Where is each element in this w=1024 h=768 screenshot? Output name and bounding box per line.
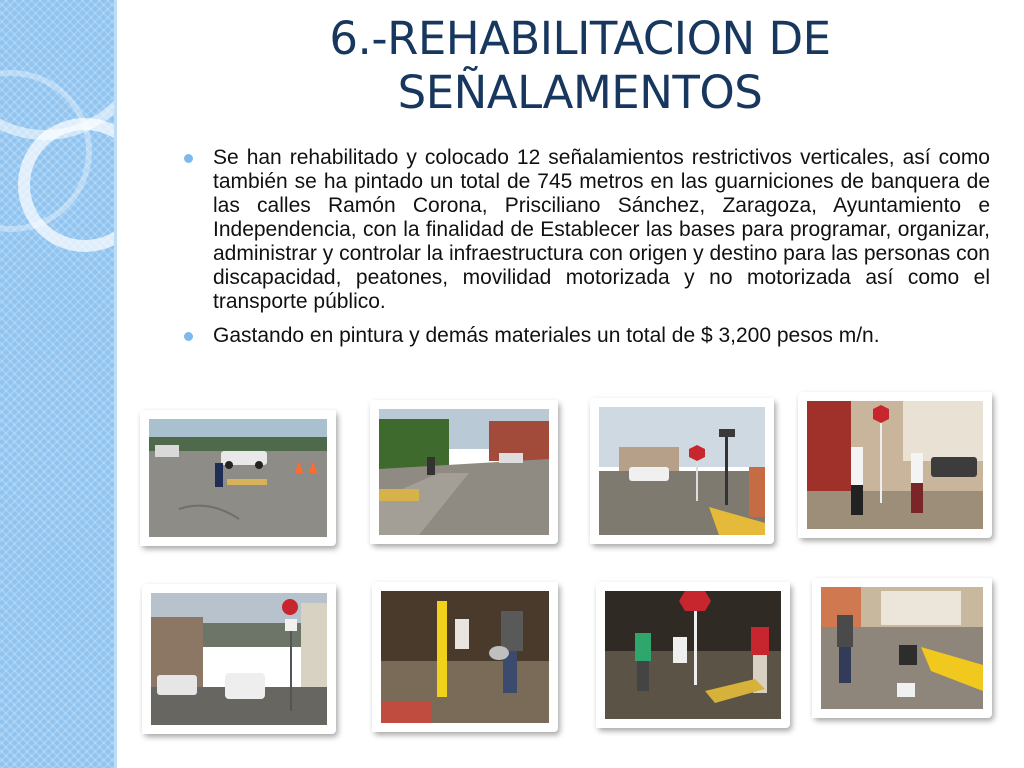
photo-frame bbox=[590, 398, 774, 544]
bullet-item bbox=[182, 146, 990, 314]
decorative-side-strip bbox=[0, 0, 114, 768]
frame-corner bbox=[974, 578, 992, 596]
frame-corner bbox=[372, 714, 390, 732]
photo-frame bbox=[798, 392, 992, 538]
frame-corner bbox=[318, 584, 336, 602]
bullet-text: Gastando en pintura y demás materiales un total de $ 3,200 pesos m/n. bbox=[213, 324, 880, 347]
title-line-1: 6.-REHABILITACION DE bbox=[329, 12, 831, 65]
photo-image bbox=[599, 407, 765, 535]
photo-frame bbox=[140, 410, 336, 546]
strip-edge bbox=[114, 0, 117, 768]
photo-street-painting-1 bbox=[149, 419, 327, 537]
frame-corner bbox=[772, 582, 790, 600]
photo-frame bbox=[372, 582, 558, 732]
photo-cobblestone-street bbox=[379, 409, 549, 535]
photo-frame bbox=[812, 578, 992, 718]
frame-corner bbox=[318, 410, 336, 428]
bullet-icon bbox=[184, 332, 193, 341]
bullet-text: Se han rehabilitado y colocado 12 señalamientos restrictivos verticales, así como también se ha pintado un total de 745 metros en las guarniciones de banquera de las calles Ramón Corona, Prisciliano Sánchez, Zaragoza, Ayuntamiento e Independencia, con la finalidad de Establecer las bases para programar, organizar, administrar y controlar la infraestructura con origen y destino para las personas con discapacidad, peatones, movilidad motorizada y no motorizada así como el transporte público. bbox=[213, 146, 990, 313]
photo-frame bbox=[596, 582, 790, 728]
photo-image bbox=[379, 409, 549, 535]
frame-corner bbox=[140, 528, 158, 546]
photo-image bbox=[605, 591, 781, 719]
photo-frame bbox=[142, 584, 336, 734]
frame-corner bbox=[812, 700, 830, 718]
photo-alto-sign-workers bbox=[605, 591, 781, 719]
photo-alto-sign-plaza bbox=[599, 407, 765, 535]
frame-corner bbox=[370, 526, 388, 544]
frame-corner bbox=[540, 400, 558, 418]
bullet-icon bbox=[184, 154, 193, 163]
photo-workers-installing-sign bbox=[807, 401, 983, 529]
photo-frame bbox=[370, 400, 558, 544]
photo-night-curb-painting bbox=[381, 591, 549, 723]
frame-corner bbox=[596, 710, 614, 728]
photo-image bbox=[149, 419, 327, 537]
title-line-2: SEÑALAMENTOS bbox=[397, 66, 763, 119]
frame-corner bbox=[540, 582, 558, 600]
photo-image bbox=[381, 591, 549, 723]
photo-image bbox=[807, 401, 983, 529]
photo-image bbox=[151, 593, 327, 725]
photo-painting-yellow-curb bbox=[821, 587, 983, 709]
frame-corner bbox=[756, 398, 774, 416]
photo-image bbox=[821, 587, 983, 709]
bullet-item bbox=[182, 324, 990, 348]
frame-corner bbox=[974, 392, 992, 410]
slide-title bbox=[150, 12, 1010, 120]
frame-corner bbox=[798, 520, 816, 538]
photo-street-alto-sign bbox=[151, 593, 327, 725]
frame-corner bbox=[142, 716, 160, 734]
bullet-list bbox=[182, 146, 990, 358]
frame-corner bbox=[590, 526, 608, 544]
